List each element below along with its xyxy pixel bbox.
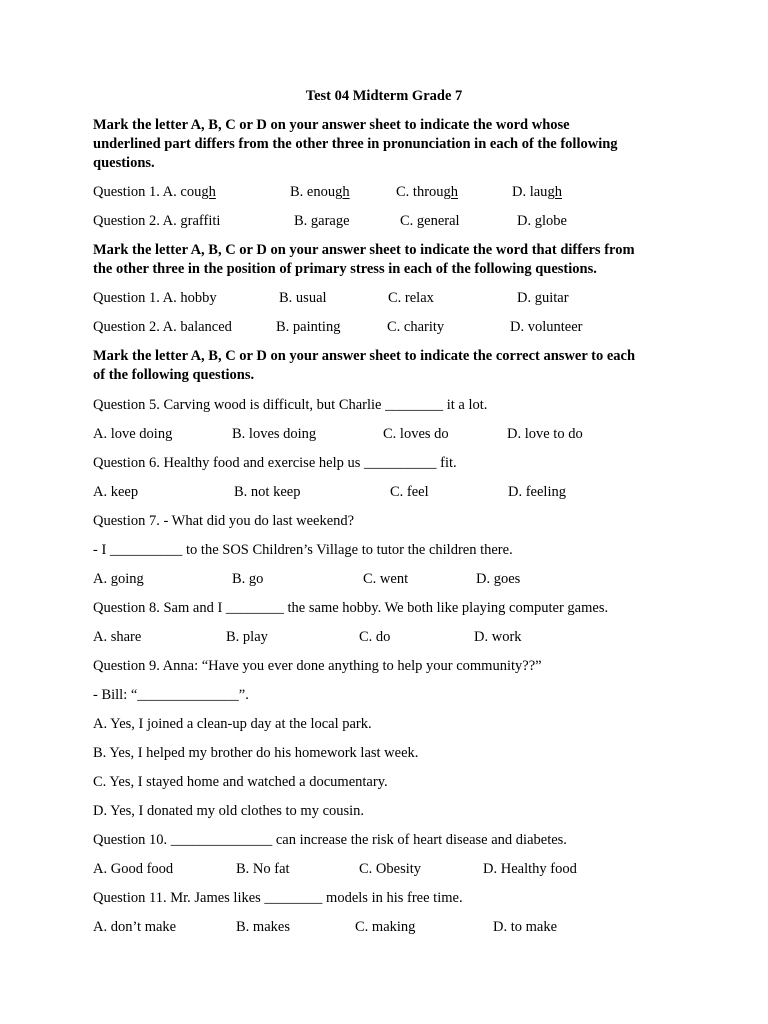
question-option: B. go <box>232 571 264 587</box>
instruction-line: Mark the letter A, B, C or D on your answer sheet to indicate the word whose <box>93 117 570 133</box>
question-option: D. goes <box>476 571 521 587</box>
underlined-part: gh <box>443 184 459 200</box>
question-option: D. guitar <box>517 290 569 306</box>
underlined-part: gh <box>547 184 562 200</box>
question-text: Question 9. Anna: “Have you ever done anything to help your community??” <box>93 658 542 674</box>
question-option: A. don’t make <box>93 919 177 935</box>
instruction-line: Mark the letter A, B, C or D on your answer sheet to indicate the correct answer to each <box>93 348 636 364</box>
instruction-line: of the following questions. <box>93 367 255 383</box>
question-option: A. Good food <box>93 861 174 877</box>
question-text: Question 10. ______________ can increase the risk of heart disease and diabetes. <box>93 832 567 848</box>
instruction-line: underlined part differs from the other three in pronunciation in each of the following <box>93 136 618 152</box>
question-option: D. Yes, I donated my old clothes to my cousin. <box>93 803 365 819</box>
question-option: A. going <box>93 571 144 587</box>
question-text: - Bill: “______________”. <box>93 687 249 703</box>
question-option: C. do <box>359 629 391 645</box>
underlined-part: gh <box>201 184 216 200</box>
question-option: D. feeling <box>508 484 566 500</box>
underlined-part: g <box>416 213 425 229</box>
question-option: C. went <box>363 571 409 587</box>
question-text: Question 11. Mr. James likes ________ models in his free time. <box>93 890 463 906</box>
instruction-line: questions. <box>93 155 155 171</box>
question-option: D. laugh <box>512 184 562 200</box>
question-option: B. No fat <box>236 861 290 877</box>
question-option: D. Healthy food <box>483 861 577 877</box>
question-text: Question 7. - What did you do last weekend? <box>93 513 355 529</box>
question-option: B. painting <box>276 319 341 335</box>
question-option: B. enough <box>290 184 350 200</box>
question-option: B. not keep <box>234 484 301 500</box>
question-text: Question 6. Healthy food and exercise help us __________ fit. <box>93 455 457 471</box>
instruction-line: the other three in the position of primary stress in each of the following questions. <box>93 261 597 277</box>
question-option: C. charity <box>387 319 445 335</box>
question-option: D. to make <box>493 919 558 935</box>
underlined-part: g <box>180 213 188 229</box>
question-option: Question 2. A. graffiti <box>93 213 221 229</box>
question-text: Question 1. A. hobby <box>93 290 217 306</box>
question-option: C. making <box>355 919 416 935</box>
question-option: A. share <box>93 629 142 645</box>
underlined-part: g <box>310 213 319 229</box>
question-option: A. Yes, I joined a clean-up day at the local park. <box>93 716 372 732</box>
question-option: B. Yes, I helped my brother do his homework last week. <box>93 745 419 761</box>
question-text: Question 2. A. balanced <box>93 319 232 335</box>
question-option: D. love to do <box>507 426 583 442</box>
question-option: C. loves do <box>383 426 449 442</box>
question-text: Question 8. Sam and I ________ the same hobby. We both like playing computer games. <box>93 600 609 616</box>
question-option: B. makes <box>236 919 290 935</box>
question-text: - I __________ to the SOS Children’s Village to tutor the children there. <box>93 542 513 558</box>
question-option: A. keep <box>93 484 139 500</box>
question-option: C. through <box>396 184 459 200</box>
question-option: D. volunteer <box>510 319 583 335</box>
question-option: C. feel <box>390 484 429 500</box>
question-option: B. loves doing <box>232 426 317 442</box>
instruction-line: Mark the letter A, B, C or D on your answer sheet to indicate the word that differs from <box>93 242 635 258</box>
question-option: C. Obesity <box>359 861 422 877</box>
question-option: B. usual <box>279 290 327 306</box>
question-option: C. relax <box>388 290 434 306</box>
question-option: A. love doing <box>93 426 173 442</box>
underlined-part: g <box>534 213 542 229</box>
question-text: Question 5. Carving wood is difficult, but Charlie ________ it a lot. <box>93 397 488 413</box>
underlined-part: gh <box>335 184 350 200</box>
question-option: Question 1. A. cough <box>93 184 216 200</box>
page-title: Test 04 Midterm Grade 7 <box>305 88 463 104</box>
question-option: B. play <box>226 629 268 645</box>
question-option: B. garage <box>294 213 350 229</box>
question-option: C. general <box>400 213 460 229</box>
question-option: C. Yes, I stayed home and watched a documentary. <box>93 774 388 790</box>
question-option: D. globe <box>517 213 567 229</box>
question-option: D. work <box>474 629 522 645</box>
